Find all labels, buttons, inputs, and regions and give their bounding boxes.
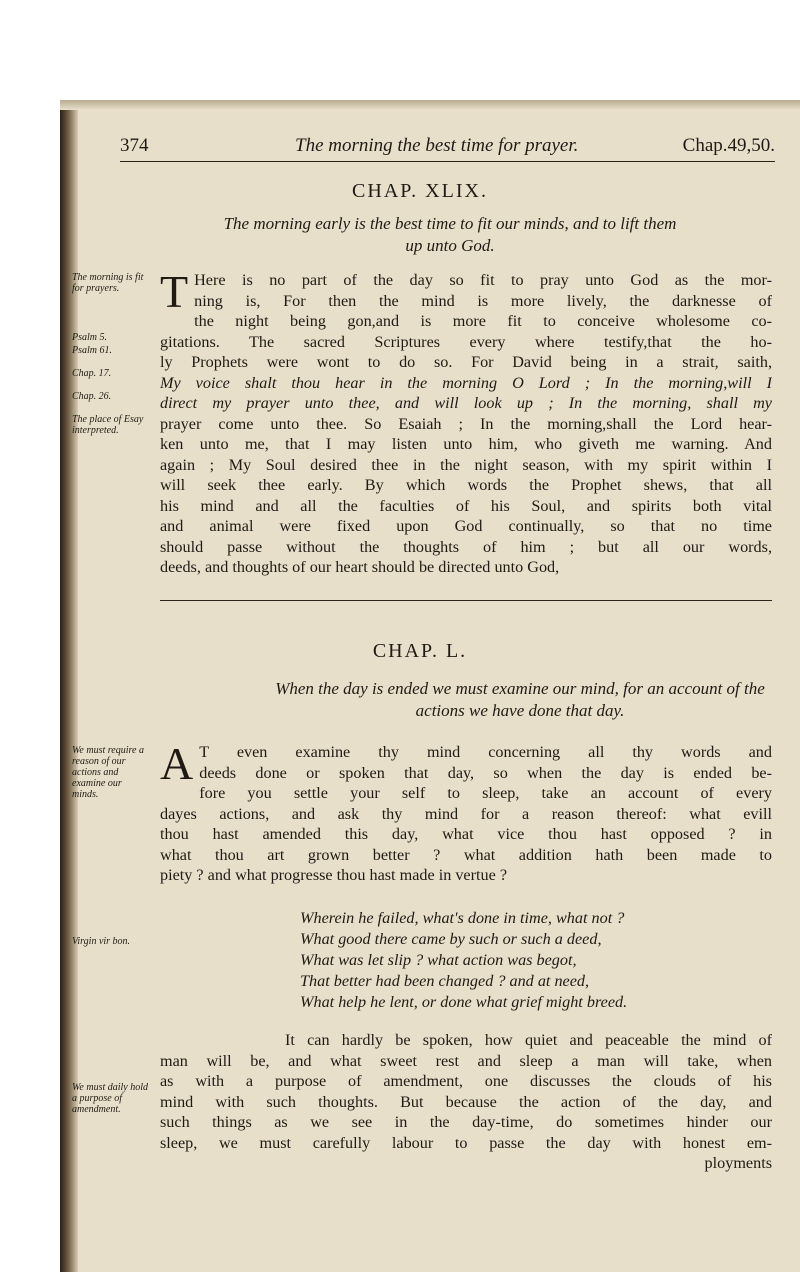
sidenote: Virgin vir bon. [72,936,131,947]
text-line: fore you settle your self to sleep, take an account of every [199,784,772,802]
verse-line: What good there came by such or such a deed, [300,930,602,948]
sidenote: The morning is fit for prayers. [72,272,144,294]
text-line: ly Prophets were wont to do so. For David being in a strait, saith, [160,353,772,371]
verse-line: Wherein he failed, what's done in time, what not ? [300,909,625,927]
text-line: and animal were fixed upon God continually, so that no time [160,517,772,535]
text-line: mind with such thoughts. But because the action of the day, and [160,1092,772,1111]
chapter-49-sidenotes [72,272,150,448]
text-line: again ; My Soul desired thee in the night season, with my spirit within I [160,455,772,474]
text-line: piety ? and what progresse thou hast made in vertue ? [160,866,508,884]
text-line: deeds done or spoken that day, so when the day is ended be- [199,763,772,782]
text-line: his mind and all the faculties of his Soul, and spirits both vital [160,496,772,515]
text-line: thou hast amended this day, what vice thou hast opposed ? in [160,825,772,843]
chapter-49-subtitle [170,213,730,257]
chapter-49-title: CHAP. XLIX. [352,180,488,202]
text-line: as with a purpose of amendment, one discusses the clouds of his [160,1072,772,1090]
text-line: ployments [704,1154,772,1172]
page-top-edge [60,100,800,110]
chapter-49-body [160,266,772,578]
chapter-49-subtitle-line: The morning early is the best time to fit our minds, and to lift them [223,214,677,233]
sidenote: Psalm 5. [72,332,107,343]
chapter-50-subtitle [250,678,790,722]
chapter-50-paragraph-1 [160,738,772,886]
text-line: gitations. The sacred Scriptures every where testify,that the ho- [160,332,772,351]
drop-cap: T [160,266,189,317]
text-line: direct my prayer unto thee, and will look up ; In the morning, shall my [160,394,772,412]
chapter-50-subtitle-line: When the day is ended we must examine our mind, for an account of the [275,679,765,698]
text-line: what thou art grown better ? what addition hath been made to [160,845,772,864]
text-line: ken unto me, that I may listen unto him, who giveth me warning. And [160,435,772,453]
verse-block [300,908,780,1013]
text-line: T even examine thy mind concerning all thy words and [199,743,772,761]
sidenote: We must require a reason of our actions and examine our minds. [72,745,144,800]
text-line: It can hardly be spoken, how quiet and peaceable the mind of [285,1031,772,1049]
verse-line: That better had been changed ? and at need, [300,972,590,990]
text-line: man will be, and what sweet rest and sleep a man will take, when [160,1051,772,1070]
text-line: should passe without the thoughts of him ; but all our words, [160,537,772,556]
text-line: My voice shalt thou hear in the morning O Lord ; In the morning,will I [160,373,772,392]
drop-cap: A [160,738,194,789]
text-line: deeds, and thoughts of our heart should be directed unto God, [160,558,560,576]
sidenote: Chap. 17. [72,368,112,379]
chapter-50-subtitle-line: actions we have done that day. [415,701,625,720]
chapter-49-subtitle-line: up unto God. [405,236,495,255]
text-line: Here is no part of the day so fit to pray unto God as the mor- [194,271,772,289]
text-line: the night being gon,and is more fit to conceive wholesome co- [194,312,772,330]
sidenote: The place of Esay interpreted. [72,414,144,436]
running-head: The morning the best time for prayer. [295,135,579,156]
chapter-divider [160,600,772,601]
text-line: ning is, For then the mind is more lively, the darknesse of [194,291,772,310]
chapter-50-sidenotes [72,745,150,1127]
text-line: prayer come unto thee. So Esaiah ; In the morning,shall the Lord hear- [160,414,772,433]
running-header [120,135,775,162]
verse-line: What was let slip ? what action was begot, [300,951,577,969]
chapter-50-title: CHAP. L. [372,640,468,662]
text-line: such things as we see in the day-time, do sometimes hinder our [160,1113,772,1131]
sidenote: Psalm 61. [72,345,112,356]
verse-line: What help he lent, or done what grief might breed. [300,993,628,1011]
text-line: dayes actions, and ask thy mind for a reason thereof: what evill [160,804,772,823]
page-number: 374 [120,135,149,156]
sidenote: We must daily hold a purpose of amendment. [72,1082,149,1115]
chapter-reference: Chap.49,50. [682,135,775,156]
sidenote: Chap. 26. [72,391,112,402]
text-line: sleep, we must carefully labour to passe the day with honest em- [160,1133,772,1152]
chapter-50-paragraph-2 [160,1030,772,1174]
text-line: will seek thee early. By which words the Prophet shews, that all [160,476,772,494]
